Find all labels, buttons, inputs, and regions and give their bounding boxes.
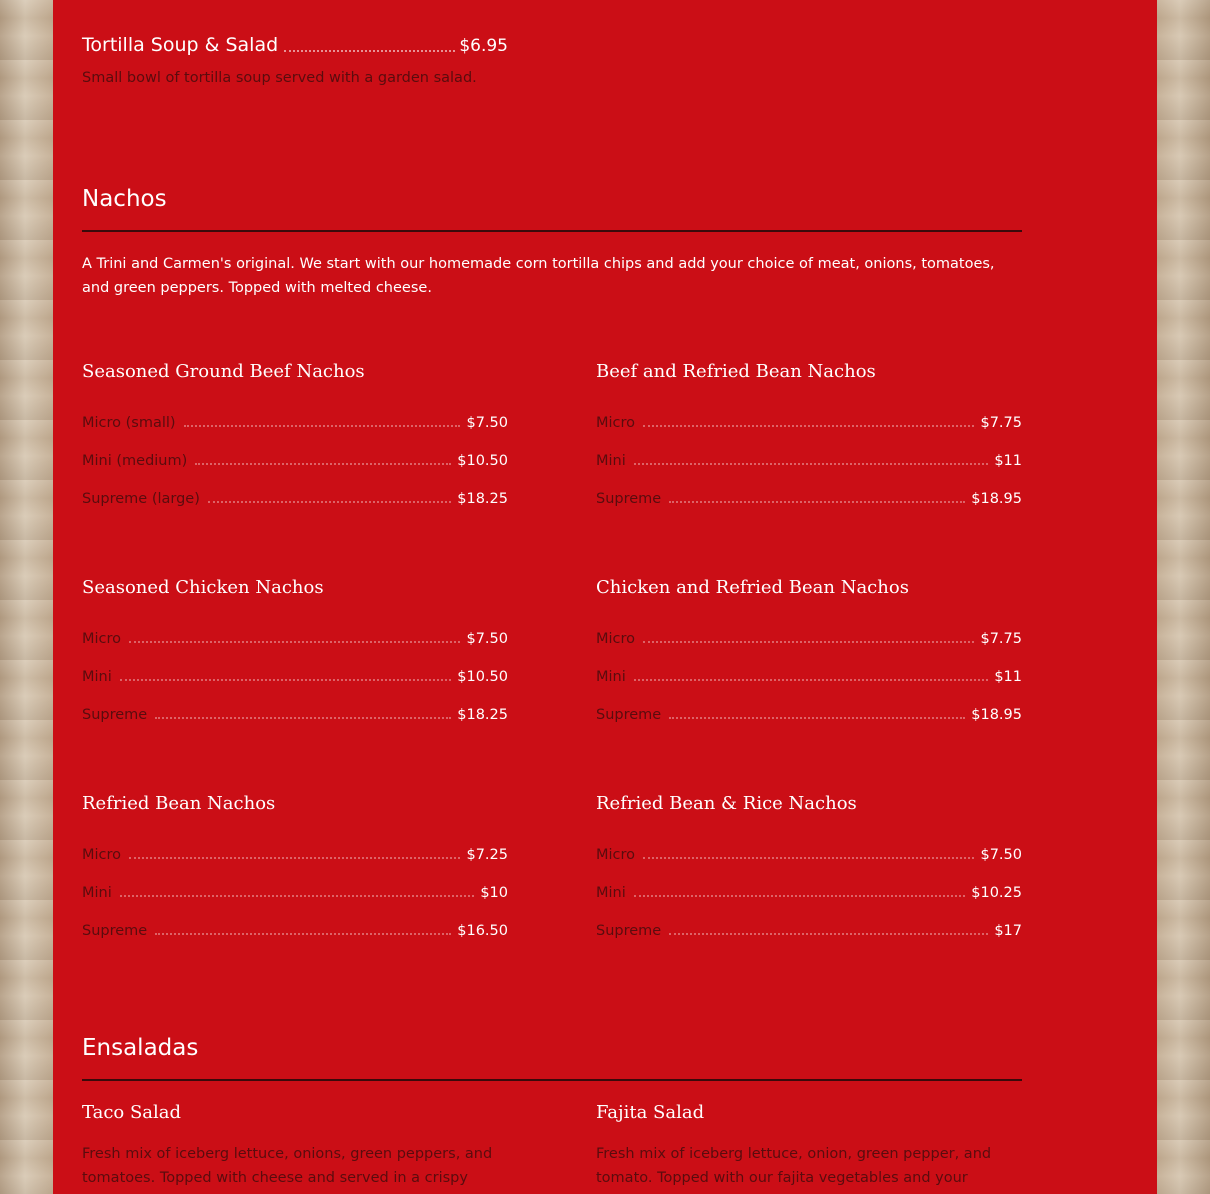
nacho-group-beef-refried-bean <box>596 361 1022 507</box>
salad-item-taco <box>82 1102 508 1186</box>
price-value: $7.75 <box>980 415 1022 431</box>
price-row <box>82 663 508 685</box>
price-value: $16.50 <box>457 923 508 939</box>
dot-leader <box>184 424 461 427</box>
nacho-group-chicken-refried-bean <box>596 577 1022 723</box>
dot-leader <box>129 856 460 859</box>
size-label: Mini <box>82 669 112 685</box>
salad-description: Fresh mix of iceberg lettuce, onions, green peppers, and tomatoes. Topped with cheese and served in a crispy <box>82 1146 493 1186</box>
price-value: $7.50 <box>980 847 1022 863</box>
menu-item-header <box>82 26 508 56</box>
price-value: $18.95 <box>971 491 1022 507</box>
price-value: $18.25 <box>457 491 508 507</box>
section-description: A Trini and Carmen's original. We start with our homemade corn tortilla chips and add your choice of meat, onions, tomatoes, and green peppers. Topped with melted cheese. <box>82 256 995 296</box>
section-divider <box>82 1079 1022 1081</box>
price-value: $10.50 <box>457 669 508 685</box>
nacho-group-title: Refried Bean & Rice Nachos <box>596 793 857 814</box>
nacho-group-title: Seasoned Chicken Nachos <box>82 577 324 598</box>
salad-title: Taco Salad <box>82 1102 182 1123</box>
size-label: Micro <box>596 415 636 431</box>
price-value: $11 <box>994 669 1022 685</box>
price-row <box>82 625 508 647</box>
dot-leader <box>634 678 989 681</box>
dot-leader <box>669 932 988 935</box>
nacho-group-title: Chicken and Refried Bean Nachos <box>596 577 909 598</box>
salad-title: Fajita Salad <box>596 1102 705 1123</box>
nacho-group-ground-beef <box>82 361 508 507</box>
dot-leader <box>669 716 965 719</box>
price-row <box>596 701 1022 723</box>
price-value: $7.75 <box>980 631 1022 647</box>
size-label: Micro <box>82 631 122 647</box>
dot-leader <box>284 49 455 52</box>
size-label: Mini <box>596 453 626 469</box>
menu-item-price: $6.95 <box>459 36 508 56</box>
nacho-group-title: Seasoned Ground Beef Nachos <box>82 361 365 382</box>
price-row <box>82 917 508 939</box>
price-value: $7.50 <box>466 631 508 647</box>
menu-item-name: Tortilla Soup & Salad <box>82 34 279 56</box>
price-row <box>596 409 1022 431</box>
size-label: Micro <box>596 631 636 647</box>
nacho-group-title: Refried Bean Nachos <box>82 793 276 814</box>
dot-leader <box>155 716 451 719</box>
price-value: $17 <box>994 923 1022 939</box>
dot-leader <box>120 894 475 897</box>
size-label: Micro <box>596 847 636 863</box>
price-row <box>596 663 1022 685</box>
dot-leader <box>634 894 965 897</box>
size-label: Micro <box>82 847 122 863</box>
size-label: Mini <box>82 885 112 901</box>
nacho-group-refried-bean-rice <box>596 793 1022 939</box>
dot-leader <box>669 500 965 503</box>
section-title-nachos: Nachos <box>82 186 167 212</box>
price-value: $10.25 <box>971 885 1022 901</box>
dot-leader <box>208 500 451 503</box>
size-label: Mini <box>596 885 626 901</box>
dot-leader <box>129 640 460 643</box>
dot-leader <box>634 462 989 465</box>
size-label: Supreme <box>596 707 662 723</box>
size-label: Mini <box>596 669 626 685</box>
size-label: Micro (small) <box>82 415 176 431</box>
nacho-group-chicken <box>82 577 508 723</box>
salad-item-fajita <box>596 1102 1022 1186</box>
nacho-group-title: Beef and Refried Bean Nachos <box>596 361 876 382</box>
price-row <box>596 485 1022 507</box>
price-value: $11 <box>994 453 1022 469</box>
price-row <box>596 447 1022 469</box>
price-value: $18.25 <box>457 707 508 723</box>
size-label: Mini (medium) <box>82 453 188 469</box>
price-row <box>596 841 1022 863</box>
menu-item-description: Small bowl of tortilla soup served with a garden salad. <box>82 70 477 86</box>
size-label: Supreme <box>82 707 148 723</box>
dot-leader <box>643 856 974 859</box>
price-value: $10 <box>480 885 508 901</box>
price-value: $7.50 <box>466 415 508 431</box>
dot-leader <box>120 678 451 681</box>
size-label: Supreme <box>82 923 148 939</box>
price-row <box>82 409 508 431</box>
size-label: Supreme <box>596 923 662 939</box>
section-divider <box>82 230 1022 232</box>
price-row <box>82 879 508 901</box>
price-row <box>596 879 1022 901</box>
dot-leader <box>643 424 974 427</box>
size-label: Supreme <box>596 491 662 507</box>
section-title-ensaladas: Ensaladas <box>82 1035 199 1061</box>
price-row <box>596 625 1022 647</box>
dot-leader <box>643 640 974 643</box>
nacho-group-refried-bean <box>82 793 508 939</box>
price-value: $7.25 <box>466 847 508 863</box>
price-row <box>596 917 1022 939</box>
price-row <box>82 447 508 469</box>
price-row <box>82 701 508 723</box>
dot-leader <box>195 462 451 465</box>
price-row <box>82 841 508 863</box>
size-label: Supreme (large) <box>82 491 200 507</box>
salad-description: Fresh mix of iceberg lettuce, onion, green pepper, and tomato. Topped with our fajita vegetables and your <box>596 1146 992 1186</box>
price-row <box>82 485 508 507</box>
menu-item-tortilla-soup <box>82 26 508 86</box>
price-value: $10.50 <box>457 453 508 469</box>
dot-leader <box>155 932 451 935</box>
price-value: $18.95 <box>971 707 1022 723</box>
